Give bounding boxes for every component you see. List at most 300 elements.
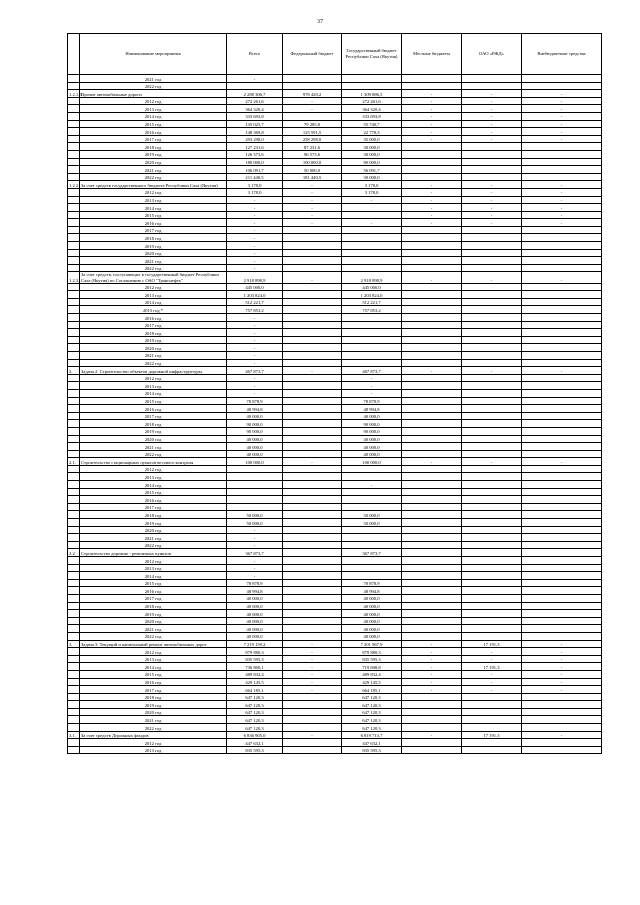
row-number: [68, 678, 80, 686]
cell-total: [227, 503, 283, 511]
table-row: [68, 412, 602, 420]
cell-local: -: [402, 204, 462, 212]
cell-rzd: 17 191,3: [462, 640, 522, 648]
cell-federal: 50 000,0: [283, 166, 342, 174]
cell-federal: [283, 359, 342, 367]
row-number: [68, 120, 80, 128]
row-number: [68, 405, 80, 413]
cell-rzd: [462, 594, 522, 602]
row-number: [68, 242, 80, 250]
table-row: [68, 610, 602, 618]
row-number: [68, 234, 80, 242]
cell-local: [402, 389, 462, 397]
cell-republic: 22 778,3: [342, 128, 402, 136]
cell-rzd: -: [462, 120, 522, 128]
cell-total: 757 853,2: [227, 306, 283, 314]
cell-federal: -: [283, 648, 342, 656]
cell-republic: [342, 503, 402, 511]
row-number: [68, 481, 80, 489]
table-row: [68, 306, 602, 314]
cell-total: 333 693,8: [227, 112, 283, 120]
cell-rzd: [462, 579, 522, 587]
row-number: 2.: [68, 367, 80, 375]
cell-local: [402, 374, 462, 382]
cell-federal: -: [283, 670, 342, 678]
cell-local: [402, 526, 462, 534]
cell-total: 48 994,8: [227, 405, 283, 413]
cell-local: [402, 625, 462, 633]
budget-table: [67, 33, 602, 754]
cell-federal: [283, 306, 342, 314]
cell-total: 126 573,6: [227, 150, 283, 158]
row-year: 2018 год: [80, 143, 227, 151]
cell-extra: [522, 511, 602, 519]
cell-total: -: [227, 242, 283, 250]
row-number: [68, 321, 80, 329]
cell-local: [402, 549, 462, 557]
cell-federal: [283, 625, 342, 633]
cell-extra: -: [522, 640, 602, 648]
cell-republic: [342, 465, 402, 473]
cell-republic: 40 000,0: [342, 610, 402, 618]
row-year: 2015 год: [80, 211, 227, 219]
row-number: [68, 670, 80, 678]
table-row: [68, 473, 602, 481]
row-number: [68, 397, 80, 405]
cell-extra: [522, 382, 602, 390]
cell-total: -: [227, 351, 283, 359]
table-row: [68, 572, 602, 580]
table-row: [68, 458, 602, 466]
row-year: 2021 год: [80, 257, 227, 265]
row-number: [68, 632, 80, 640]
cell-total: 664 185,1: [227, 686, 283, 694]
cell-total: -: [227, 75, 283, 83]
cell-republic: 647 120,3: [342, 701, 402, 709]
cell-republic: [342, 564, 402, 572]
table-row: [68, 534, 602, 542]
cell-federal: [283, 329, 342, 337]
cell-federal: [283, 632, 342, 640]
cell-rzd: [462, 75, 522, 83]
cell-federal: 96 573,6: [283, 150, 342, 158]
row-year: 2021 год: [80, 166, 227, 174]
cell-federal: [283, 314, 342, 322]
row-number: [68, 196, 80, 204]
cell-extra: -: [522, 204, 602, 212]
cell-republic: 40 000,0: [342, 617, 402, 625]
row-number: [68, 135, 80, 143]
cell-local: -: [402, 105, 462, 113]
header-total: Всего: [227, 34, 283, 75]
cell-total: -: [227, 344, 283, 352]
row-number: [68, 128, 80, 136]
cell-local: [402, 564, 462, 572]
cell-total: -: [227, 572, 283, 580]
cell-extra: [522, 306, 602, 314]
row-number: [68, 716, 80, 724]
cell-local: [402, 594, 462, 602]
cell-local: [402, 427, 462, 435]
cell-republic: 647 120,3: [342, 716, 402, 724]
cell-rzd: [462, 329, 522, 337]
cell-republic: 90 000,0: [342, 420, 402, 428]
cell-extra: [522, 625, 602, 633]
row-number: [68, 496, 80, 504]
cell-extra: [522, 389, 602, 397]
cell-local: -: [402, 120, 462, 128]
cell-extra: -: [522, 458, 602, 466]
cell-total: 106 091,7: [227, 166, 283, 174]
row-year: 2012 год: [80, 648, 227, 656]
row-year: 2015 год: [80, 397, 227, 405]
row-year: 2016 год: [80, 314, 227, 322]
cell-federal: [283, 496, 342, 504]
table-row: [68, 329, 602, 337]
cell-extra: [522, 579, 602, 587]
cell-extra: [522, 412, 602, 420]
cell-local: -: [402, 731, 462, 739]
table-row: [68, 579, 602, 587]
cell-republic: [342, 204, 402, 212]
cell-federal: [283, 594, 342, 602]
cell-republic: [342, 557, 402, 565]
table-row: [68, 549, 602, 557]
cell-total: 647 120,3: [227, 724, 283, 732]
cell-total: -: [227, 249, 283, 257]
table-row: [68, 435, 602, 443]
cell-republic: [342, 249, 402, 257]
cell-republic: 35 000,0: [342, 135, 402, 143]
cell-local: [402, 226, 462, 234]
cell-rzd: [462, 465, 522, 473]
cell-federal: [283, 587, 342, 595]
cell-total: -: [227, 564, 283, 572]
row-year: 2022 год: [80, 632, 227, 640]
row-year: 2015 год *: [80, 306, 227, 314]
cell-total: -: [227, 336, 283, 344]
row-number: [68, 602, 80, 610]
row-year: 2015 год: [80, 120, 227, 128]
cell-republic: [342, 488, 402, 496]
cell-republic: [342, 473, 402, 481]
table-row: [68, 450, 602, 458]
cell-rzd: -: [462, 655, 522, 663]
cell-rzd: [462, 503, 522, 511]
cell-total: 467 873,7: [227, 367, 283, 375]
cell-rzd: [462, 693, 522, 701]
cell-federal: [283, 427, 342, 435]
cell-republic: [342, 344, 402, 352]
cell-total: [227, 82, 283, 90]
row-year: 2014 год: [80, 389, 227, 397]
cell-republic: 80 000,0: [342, 158, 402, 166]
cell-rzd: -: [462, 196, 522, 204]
row-number: [68, 579, 80, 587]
cell-total: [227, 465, 283, 473]
table-row: [68, 283, 602, 291]
cell-local: [402, 158, 462, 166]
cell-total: 2 288 306,7: [227, 90, 283, 98]
row-year: 2019 год: [80, 242, 227, 250]
header-rzd: ОАО «РЖД»: [462, 34, 522, 75]
cell-rzd: [462, 632, 522, 640]
row-number: [68, 541, 80, 549]
cell-rzd: [462, 427, 522, 435]
table-row: [68, 249, 602, 257]
cell-local: [402, 75, 462, 83]
cell-extra: [522, 557, 602, 565]
cell-local: -: [402, 181, 462, 189]
cell-rzd: [462, 746, 522, 754]
row-year: 2014 год: [80, 112, 227, 120]
table-row: [68, 367, 602, 375]
cell-republic: 2 918 898,9: [342, 272, 402, 283]
cell-local: -: [402, 458, 462, 466]
cell-rzd: 17 191,3: [462, 731, 522, 739]
cell-local: [402, 481, 462, 489]
row-number: [68, 112, 80, 120]
table-row: [68, 617, 602, 625]
header-local: Местные бюджеты: [402, 34, 462, 75]
cell-rzd: [462, 344, 522, 352]
cell-local: -: [402, 655, 462, 663]
cell-extra: [522, 739, 602, 747]
cell-total: 50 000,0: [227, 519, 283, 527]
cell-extra: -: [522, 648, 602, 656]
row-year: 2013 год: [80, 655, 227, 663]
cell-total: 7 219 159,2: [227, 640, 283, 648]
cell-republic: 100 000,0: [342, 458, 402, 466]
cell-federal: 79 285,0: [283, 120, 342, 128]
cell-total: 835 595,3: [227, 746, 283, 754]
cell-rzd: [462, 226, 522, 234]
row-title: Строительство дорожно - ремонтных пунктов: [80, 549, 227, 557]
row-number: [68, 572, 80, 580]
row-number: [68, 450, 80, 458]
row-year: 2013 год: [80, 291, 227, 299]
cell-republic: [342, 242, 402, 250]
cell-total: 48 994,8: [227, 587, 283, 595]
cell-extra: [522, 143, 602, 151]
cell-republic: 757 853,2: [342, 306, 402, 314]
cell-extra: [522, 351, 602, 359]
cell-rzd: [462, 405, 522, 413]
cell-rzd: [462, 374, 522, 382]
cell-extra: -: [522, 105, 602, 113]
row-number: [68, 435, 80, 443]
cell-local: [402, 579, 462, 587]
cell-extra: [522, 724, 602, 732]
table-row: [68, 291, 602, 299]
row-year: 2016 год: [80, 678, 227, 686]
cell-republic: 40 000,0: [342, 443, 402, 451]
row-year: 2020 год: [80, 708, 227, 716]
cell-local: [402, 511, 462, 519]
cell-extra: -: [522, 686, 602, 694]
cell-federal: [283, 420, 342, 428]
row-number: [68, 511, 80, 519]
cell-rzd: [462, 336, 522, 344]
cell-local: [402, 329, 462, 337]
cell-total: -: [227, 534, 283, 542]
row-number: [68, 686, 80, 694]
cell-total: 40 000,0: [227, 435, 283, 443]
cell-local: [402, 397, 462, 405]
cell-federal: [283, 602, 342, 610]
cell-rzd: [462, 473, 522, 481]
cell-extra: -: [522, 272, 602, 283]
row-number: [68, 420, 80, 428]
cell-rzd: -: [462, 458, 522, 466]
row-number: [68, 488, 80, 496]
cell-federal: [283, 481, 342, 489]
row-number: 2.1.: [68, 458, 80, 466]
row-number: [68, 314, 80, 322]
cell-federal: [283, 541, 342, 549]
cell-federal: [283, 344, 342, 352]
table-row: [68, 701, 602, 709]
cell-federal: 87 231,6: [283, 143, 342, 151]
table-row: [68, 196, 602, 204]
row-year: 2016 год: [80, 496, 227, 504]
table-row: [68, 663, 602, 671]
cell-extra: -: [522, 196, 602, 204]
table-row: [68, 686, 602, 694]
cell-total: -: [227, 226, 283, 234]
cell-extra: [522, 708, 602, 716]
table-row: [68, 188, 602, 196]
cell-extra: -: [522, 90, 602, 98]
cell-total: -: [227, 359, 283, 367]
cell-rzd: -: [462, 181, 522, 189]
cell-extra: [522, 82, 602, 90]
cell-republic: [342, 314, 402, 322]
cell-republic: [342, 541, 402, 549]
cell-federal: [283, 374, 342, 382]
cell-republic: [342, 534, 402, 542]
table-row: [68, 128, 602, 136]
row-year: 2015 год: [80, 488, 227, 496]
row-number: [68, 105, 80, 113]
cell-rzd: -: [462, 97, 522, 105]
row-number: [68, 625, 80, 633]
table-row: [68, 351, 602, 359]
row-number: [68, 344, 80, 352]
cell-rzd: -: [462, 367, 522, 375]
cell-republic: 56 091,7: [342, 166, 402, 174]
cell-republic: 30 000,0: [342, 143, 402, 151]
cell-total: -: [227, 541, 283, 549]
cell-local: [402, 716, 462, 724]
cell-federal: -: [283, 272, 342, 283]
row-year: 2022 год: [80, 541, 227, 549]
cell-extra: [522, 283, 602, 291]
row-number: [68, 351, 80, 359]
cell-rzd: [462, 534, 522, 542]
cell-federal: [283, 82, 342, 90]
cell-rzd: -: [462, 188, 522, 196]
row-number: 1.2.3.: [68, 272, 80, 283]
row-number: [68, 291, 80, 299]
row-year: 2017 год: [80, 226, 227, 234]
row-number: [68, 97, 80, 105]
cell-republic: 835 595,3: [342, 746, 402, 754]
cell-rzd: -: [462, 135, 522, 143]
table-row: [68, 158, 602, 166]
cell-total: 40 000,0: [227, 602, 283, 610]
table-row: [68, 405, 602, 413]
cell-local: -: [402, 640, 462, 648]
cell-local: [402, 291, 462, 299]
cell-republic: 489 832,4: [342, 670, 402, 678]
cell-local: -: [402, 90, 462, 98]
cell-extra: [522, 249, 602, 257]
row-number: [68, 412, 80, 420]
cell-federal: -: [283, 663, 342, 671]
cell-federal: [283, 291, 342, 299]
cell-rzd: [462, 587, 522, 595]
table-row: [68, 397, 602, 405]
cell-total: 445 000,0: [227, 283, 283, 291]
cell-extra: [522, 503, 602, 511]
cell-federal: 125 591,5: [283, 128, 342, 136]
row-year: 2020 год: [80, 344, 227, 352]
cell-federal: [283, 226, 342, 234]
cell-federal: [283, 519, 342, 527]
cell-federal: [283, 75, 342, 83]
cell-republic: 467 873,7: [342, 367, 402, 375]
cell-federal: [283, 617, 342, 625]
row-year: 2022 год: [80, 82, 227, 90]
table-row: [68, 731, 602, 739]
cell-republic: 333 693,8: [342, 112, 402, 120]
cell-total: 647 120,3: [227, 716, 283, 724]
cell-federal: -: [283, 678, 342, 686]
cell-extra: [522, 481, 602, 489]
cell-extra: [522, 158, 602, 166]
cell-local: [402, 693, 462, 701]
cell-rzd: [462, 283, 522, 291]
cell-local: [402, 405, 462, 413]
row-title: Задача 3. Текущий и капитальный ремонт автомобильных дорог: [80, 640, 227, 648]
table-row: [68, 226, 602, 234]
cell-federal: [283, 389, 342, 397]
cell-federal: -: [283, 97, 342, 105]
cell-republic: 1 203 824,0: [342, 291, 402, 299]
cell-total: 180 000,0: [227, 158, 283, 166]
cell-total: [227, 481, 283, 489]
row-year: 2020 год: [80, 435, 227, 443]
cell-rzd: [462, 397, 522, 405]
cell-local: [402, 173, 462, 181]
cell-republic: 48 994,8: [342, 587, 402, 595]
header-federal: Федеральный бюджет: [283, 34, 342, 75]
cell-extra: -: [522, 97, 602, 105]
cell-local: [402, 541, 462, 549]
cell-local: [402, 617, 462, 625]
cell-extra: [522, 632, 602, 640]
cell-rzd: -: [462, 670, 522, 678]
cell-rzd: [462, 264, 522, 272]
cell-republic: 364 320,4: [342, 105, 402, 113]
cell-extra: [522, 397, 602, 405]
cell-local: -: [402, 648, 462, 656]
cell-rzd: -: [462, 128, 522, 136]
table-row: [68, 135, 602, 143]
cell-local: [402, 557, 462, 565]
row-title: Строительство стационарных пунктов весового контроля: [80, 458, 227, 466]
